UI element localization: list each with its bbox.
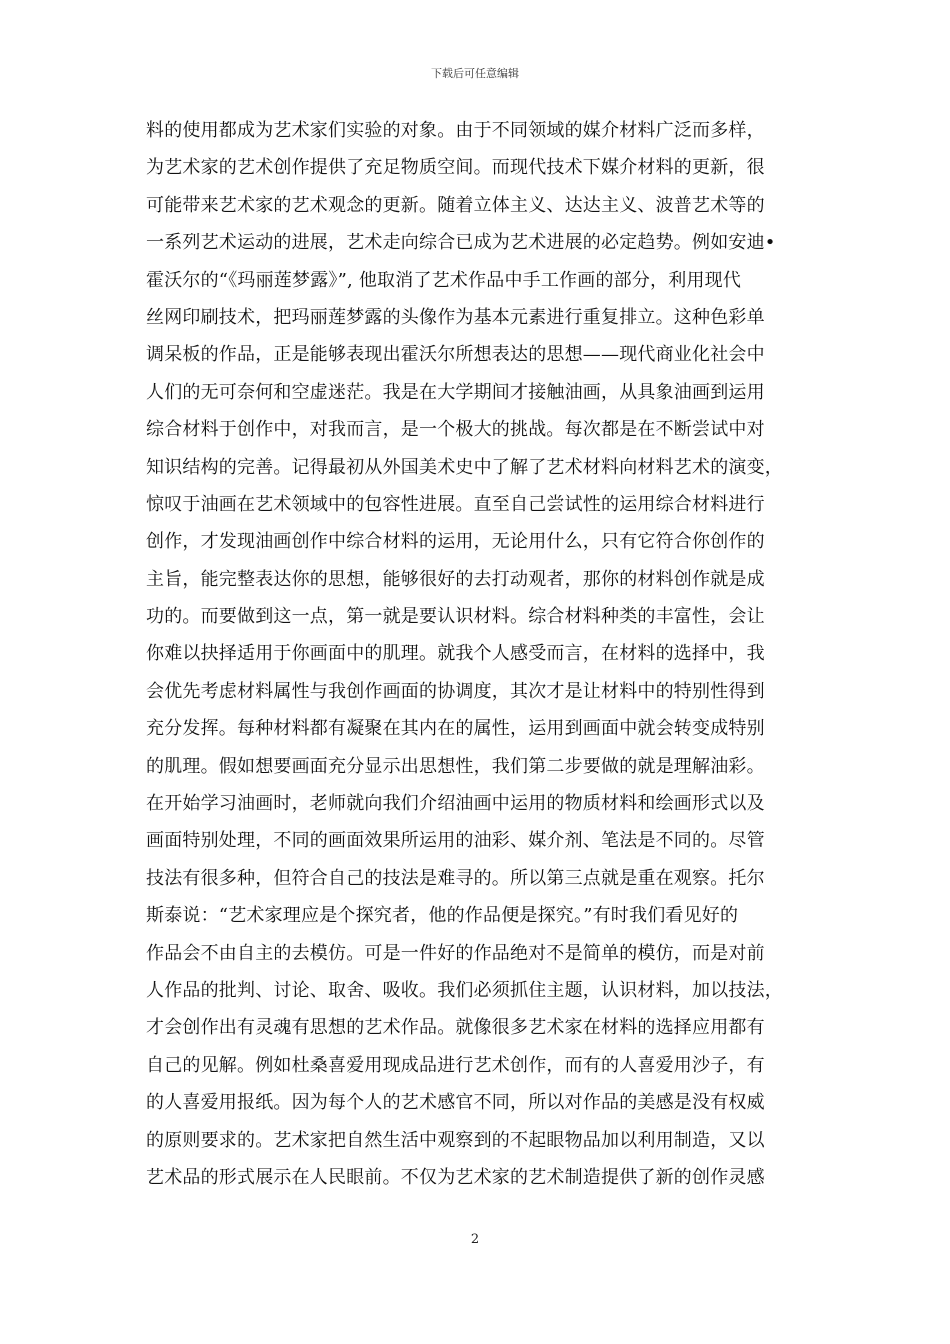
text-line: 艺术品的形式展示在人民眼前。不仅为艺术家的艺术制造提供了新的创作灵感 [146, 1166, 765, 1188]
text-line: 会优先考虑材料属性与我创作画面的协调度，其次才是让材料中的特别性得到 [146, 680, 765, 702]
text-line: 作品会不由自主的去模仿。可是一件好的作品绝对不是简单的模仿，而是对前 [146, 942, 765, 964]
text-line: 人作品的批判、讨论、取舍、吸收。我们必须抓住主题，认识材料，加以技法， [146, 979, 783, 1001]
text-line: 技法有很多种，但符合自己的技法是难寻的。所以第三点就是重在观察。托尔 [146, 867, 765, 889]
text-line: 才会创作出有灵魂有思想的艺术作品。就像很多艺术家在材料的选择应用都有 [146, 1017, 765, 1039]
page-header: 下载后可任意编辑 [431, 67, 519, 80]
text-line: 你难以抉择适用于你画面中的肌理。就我个人感受而言，在材料的选择中，我 [146, 643, 765, 665]
text-line: 丝网印刷技术，把玛丽莲梦露的头像作为基本元素进行重复排立。这种色彩单 [146, 306, 765, 328]
text-line: 斯泰说：“艺术家理应是个探究者，他的作品便是探究。”有时我们看见好的 [146, 905, 739, 927]
text-line: 综合材料于创作中，对我而言，是一个极大的挑战。每次都是在不断尝试中对 [146, 419, 765, 441]
text-line: 可能带来艺术家的艺术观念的更新。随着立体主义、达达主义、波普艺术等的 [146, 194, 765, 216]
text-line: 人们的无可奈何和空虚迷茫。我是在大学期间才接触油画，从具象油画到运用 [146, 381, 765, 403]
text-line: 画面特别处理，不同的画面效果所运用的油彩、媒介剂、笔法是不同的。尽管 [146, 830, 765, 852]
text-line: 惊叹于油画在艺术领域中的包容性进展。直至自己尝试性的运用综合材料进行 [146, 493, 765, 515]
body-text [146, 112, 808, 1196]
text-line: 为艺术家的艺术创作提供了充足物质空间。而现代技术下媒介材料的更新，很 [146, 157, 765, 179]
text-line: 知识结构的完善。记得最初从外国美术史中了解了艺术材料向材料艺术的演变， [146, 456, 783, 478]
text-line: 创作，才发现油画创作中综合材料的运用，无论用什么，只有它符合你创作的 [146, 531, 765, 553]
text-line: 的肌理。假如想要画面充分显示出思想性，我们第二步要做的就是理解油彩。 [146, 755, 765, 777]
text-line: 霍沃尔的“《玛丽莲梦露》”, 他取消了艺术作品中手工作画的部分，利用现代 [146, 269, 742, 291]
text-line: 自己的见解。例如杜桑喜爱用现成品进行艺术创作，而有的人喜爱用沙子，有 [146, 1054, 765, 1076]
text-line: 充分发挥。每种材料都有凝聚在其内在的属性，运用到画面中就会转变成特别 [146, 718, 765, 740]
text-line: 一系列艺术运动的进展，艺术走向综合已成为艺术进展的必定趋势。例如安迪• [146, 232, 776, 254]
text-line: 调呆板的作品，正是能够表现出霍沃尔所想表达的思想——现代商业化社会中 [146, 344, 765, 366]
text-line: 在开始学习油画时，老师就向我们介绍油画中运用的物质材料和绘画形式以及 [146, 793, 765, 815]
text-line: 料的使用都成为艺术家们实验的对象。由于不同领域的媒介材料广泛而多样， [146, 120, 765, 141]
text-line: 的人喜爱用报纸。因为每个人的艺术感官不同，所以对作品的美感是没有权威 [146, 1092, 765, 1114]
text-line: 功的。而要做到这一点，第一就是要认识材料。综合材料种类的丰富性，会让 [146, 606, 765, 628]
text-line: 的原则要求的。艺术家把自然生活中观察到的不起眼物品加以利用制造，又以 [146, 1129, 765, 1151]
page-number: 2 [470, 1232, 480, 1247]
text-line: 主旨，能完整表达你的思想，能够很好的去打动观者，那你的材料创作就是成 [146, 568, 765, 590]
